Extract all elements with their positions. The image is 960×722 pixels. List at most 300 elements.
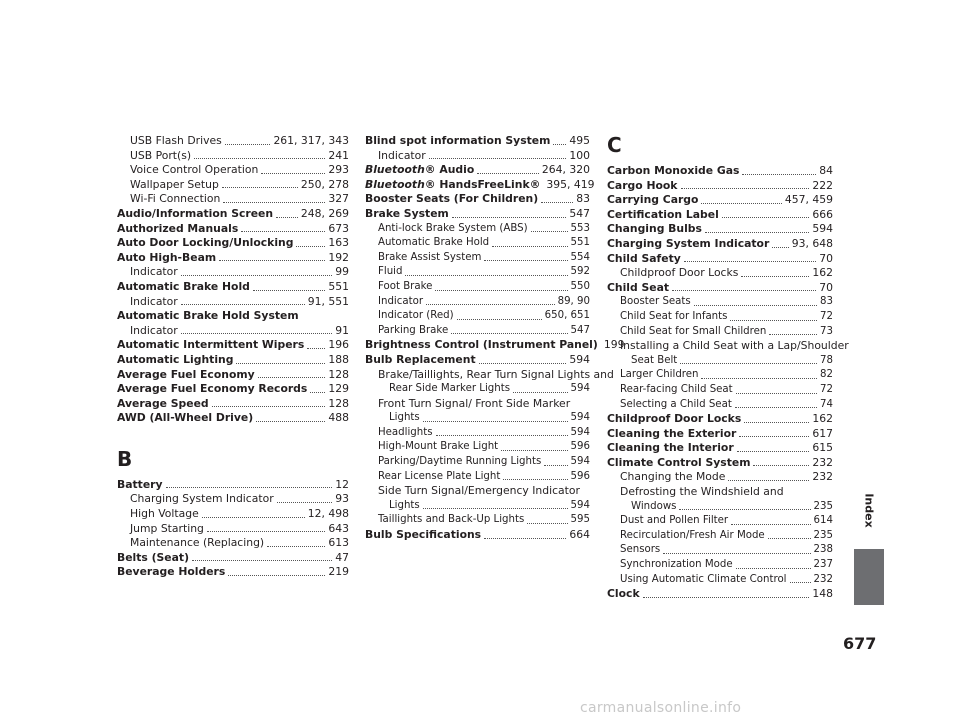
page-reference[interactable]: 596 bbox=[570, 441, 590, 453]
dot-leader bbox=[256, 420, 325, 422]
entry-label: Child Seat for Small Children bbox=[620, 325, 767, 337]
index-subentry[interactable] bbox=[365, 324, 590, 339]
index-entry[interactable] bbox=[365, 177, 595, 193]
page-reference[interactable]: 91, 551 bbox=[307, 294, 349, 308]
entry-label: Blind spot information System bbox=[365, 134, 551, 147]
entry-label: Voice Control Operation bbox=[130, 163, 259, 177]
index-entry[interactable] bbox=[117, 222, 349, 237]
page-reference[interactable]: 72 bbox=[820, 310, 833, 322]
entry-label: Brake Assist System bbox=[378, 251, 482, 263]
page-reference[interactable]: 162 bbox=[812, 412, 833, 426]
page-reference[interactable]: 82 bbox=[820, 369, 833, 381]
dot-leader bbox=[267, 545, 325, 547]
entry-label: Rear Side Marker Lights bbox=[389, 383, 511, 395]
page-reference[interactable]: 666 bbox=[812, 207, 833, 221]
index-subentry[interactable] bbox=[117, 265, 349, 280]
index-entry[interactable] bbox=[607, 164, 833, 179]
dot-leader bbox=[694, 304, 817, 306]
index-subentry[interactable] bbox=[365, 367, 614, 383]
dot-leader bbox=[731, 523, 810, 525]
entry-label: Audio/Information Screen bbox=[117, 206, 274, 220]
index-subentry[interactable] bbox=[117, 324, 349, 339]
page-reference[interactable]: 222 bbox=[812, 178, 833, 192]
page-reference[interactable]: 550 bbox=[570, 280, 590, 292]
page-reference[interactable]: 495 bbox=[569, 134, 590, 147]
page-reference[interactable]: 232 bbox=[812, 470, 833, 484]
dot-leader bbox=[423, 420, 568, 422]
entry-label: Child Seat bbox=[607, 280, 670, 294]
page-reference[interactable]: 188 bbox=[328, 352, 349, 366]
entry-label: Indicator bbox=[130, 265, 178, 279]
index-entry[interactable] bbox=[117, 382, 349, 397]
entry-label: Selecting a Child Seat bbox=[620, 398, 732, 410]
entry-label: Maintenance (Replacing) bbox=[130, 536, 265, 550]
index-subentry[interactable] bbox=[365, 309, 590, 324]
page-reference[interactable]: 99 bbox=[335, 265, 349, 279]
index-subentry[interactable] bbox=[365, 265, 590, 280]
page-reference[interactable]: 93, 648 bbox=[791, 236, 833, 250]
page-reference[interactable]: 12 bbox=[335, 477, 349, 491]
page-reference[interactable]: 457, 459 bbox=[784, 193, 833, 207]
dot-leader bbox=[744, 421, 809, 423]
page-reference[interactable]: 614 bbox=[813, 515, 833, 527]
dot-leader bbox=[258, 376, 326, 378]
entry-label: Lights bbox=[389, 499, 420, 511]
page-reference[interactable]: 12, 498 bbox=[307, 507, 349, 521]
entry-label: Side Turn Signal/Emergency Indicator bbox=[378, 484, 580, 498]
page-reference[interactable]: 596 bbox=[570, 470, 590, 482]
index-subentry[interactable] bbox=[365, 149, 590, 164]
index-subentry[interactable] bbox=[365, 470, 590, 485]
page-reference[interactable]: 162 bbox=[812, 266, 833, 280]
index-subentry[interactable] bbox=[365, 484, 590, 499]
dot-leader bbox=[484, 259, 567, 261]
page-reference[interactable]: 293 bbox=[328, 163, 349, 177]
page-reference[interactable]: 395, 419 bbox=[546, 177, 595, 191]
dot-leader bbox=[192, 559, 332, 561]
entry-label: Parking/Daytime Running Lights bbox=[378, 456, 542, 468]
index-subentry[interactable] bbox=[365, 295, 590, 310]
dot-leader bbox=[492, 245, 567, 247]
index-entry[interactable] bbox=[117, 368, 349, 383]
index-subentry[interactable] bbox=[607, 543, 833, 558]
index-column-2 bbox=[365, 134, 625, 543]
entry-label-suffix: ® Audio bbox=[424, 163, 475, 177]
index-subentry[interactable] bbox=[117, 507, 349, 522]
index-entry[interactable] bbox=[365, 134, 590, 149]
index-subentry[interactable] bbox=[365, 455, 590, 470]
index-subentry[interactable] bbox=[365, 236, 590, 251]
page-reference[interactable]: 93 bbox=[335, 492, 349, 506]
index-entry[interactable] bbox=[607, 427, 833, 442]
entry-label: AWD (All-Wheel Drive) bbox=[117, 411, 254, 425]
index-entry[interactable] bbox=[365, 207, 590, 222]
dot-leader bbox=[253, 289, 326, 291]
entry-label: Wallpaper Setup bbox=[130, 177, 219, 191]
index-entry[interactable] bbox=[365, 353, 590, 368]
index-entry[interactable] bbox=[117, 338, 349, 353]
dot-leader bbox=[768, 537, 811, 539]
dot-leader bbox=[436, 434, 568, 436]
entry-label: Automatic Brake Hold bbox=[117, 279, 250, 293]
dot-leader bbox=[219, 259, 325, 261]
entry-label: Charging System Indicator bbox=[607, 236, 770, 250]
entry-label: Automatic Intermittent Wipers bbox=[117, 338, 305, 352]
page-reference[interactable]: 235 bbox=[813, 500, 833, 512]
page-reference[interactable]: 594 bbox=[570, 412, 590, 424]
index-entry[interactable] bbox=[607, 281, 833, 296]
index-entry[interactable] bbox=[607, 252, 833, 267]
index-subentry[interactable] bbox=[607, 485, 833, 500]
index-subentry[interactable] bbox=[117, 295, 349, 310]
entry-label: Bulb Specifications bbox=[365, 528, 482, 542]
page-reference[interactable]: 250, 278 bbox=[300, 177, 349, 191]
entry-label: Climate Control System bbox=[607, 455, 751, 469]
entry-label: Clock bbox=[607, 587, 640, 601]
entry-label: Foot Brake bbox=[378, 280, 433, 292]
page-reference[interactable]: 547 bbox=[570, 324, 590, 336]
dot-leader bbox=[223, 201, 325, 203]
entry-label: Battery bbox=[117, 477, 163, 491]
entry-label: Rear License Plate Light bbox=[378, 470, 501, 482]
index-subentry[interactable] bbox=[365, 382, 590, 397]
page-reference[interactable]: 264, 320 bbox=[541, 163, 590, 177]
page-reference[interactable]: 232 bbox=[813, 573, 833, 585]
entry-label: Fluid bbox=[378, 266, 403, 278]
page-reference[interactable]: 643 bbox=[328, 521, 349, 535]
entry-label: High Voltage bbox=[130, 507, 199, 521]
entry-label: Childproof Door Locks bbox=[607, 412, 742, 426]
page-reference[interactable]: 613 bbox=[328, 536, 349, 550]
entry-label: Automatic Lighting bbox=[117, 352, 234, 366]
index-entry[interactable] bbox=[117, 411, 349, 426]
entry-label: Brake/Taillights, Rear Turn Signal Lights and bbox=[378, 367, 614, 381]
section-letter: B bbox=[117, 446, 133, 471]
index-subentry[interactable] bbox=[607, 325, 833, 340]
index-subentry[interactable] bbox=[607, 310, 833, 325]
page-reference[interactable]: 594 bbox=[812, 222, 833, 236]
page-reference[interactable]: 70 bbox=[819, 280, 833, 294]
page-reference[interactable]: 78 bbox=[820, 354, 833, 366]
index-subentry[interactable] bbox=[607, 295, 833, 310]
watermark: carmanualsonline.info bbox=[580, 700, 742, 716]
dot-leader bbox=[735, 406, 817, 408]
index-entry[interactable] bbox=[365, 192, 590, 207]
index-subentry[interactable] bbox=[607, 383, 833, 398]
index-subentry[interactable] bbox=[607, 514, 833, 529]
dot-leader bbox=[730, 319, 817, 321]
page-reference[interactable]: 89, 90 bbox=[557, 295, 590, 307]
page-reference[interactable]: 594 bbox=[570, 383, 590, 395]
dot-leader bbox=[513, 391, 568, 393]
index-entry[interactable] bbox=[365, 163, 590, 178]
page-reference[interactable]: 248, 269 bbox=[300, 206, 349, 220]
entry-label: Rear-facing Child Seat bbox=[620, 383, 733, 395]
index-entry[interactable] bbox=[607, 587, 833, 602]
entry-label: Dust and Pollen Filter bbox=[620, 515, 729, 527]
entry-label: Average Fuel Economy bbox=[117, 367, 255, 381]
entry-label: Automatic Brake Hold System bbox=[117, 309, 299, 323]
page-reference[interactable]: 196 bbox=[328, 338, 349, 352]
page-reference[interactable]: 594 bbox=[570, 456, 590, 468]
entry-label-suffix: ® HandsFreeLink® bbox=[424, 177, 541, 191]
index-subentry[interactable] bbox=[365, 222, 590, 237]
index-subentry[interactable] bbox=[117, 536, 349, 551]
entry-label: USB Port(s) bbox=[130, 148, 192, 162]
dot-leader bbox=[701, 202, 781, 204]
index-subentry[interactable] bbox=[607, 354, 833, 369]
page-reference[interactable]: 129 bbox=[328, 382, 349, 396]
page-reference[interactable]: 235 bbox=[813, 529, 833, 541]
entry-label: Charging System Indicator bbox=[130, 492, 274, 506]
page-reference[interactable]: 73 bbox=[820, 325, 833, 337]
entry-label-italic: Bluetooth bbox=[365, 177, 425, 191]
dot-leader bbox=[181, 274, 333, 276]
index-subentry[interactable] bbox=[607, 558, 833, 573]
dot-leader bbox=[307, 347, 325, 349]
entry-label: Auto High-Beam bbox=[117, 250, 217, 264]
dot-leader bbox=[202, 516, 305, 518]
entry-label: Anti-lock Brake System (ABS) bbox=[378, 222, 528, 234]
index-entry[interactable] bbox=[117, 236, 349, 251]
dot-leader bbox=[276, 216, 298, 218]
index-entry[interactable] bbox=[117, 251, 349, 266]
page-reference[interactable]: 650, 651 bbox=[544, 310, 590, 322]
index-subentry[interactable] bbox=[607, 398, 833, 413]
dot-leader bbox=[477, 172, 539, 174]
entry-label: Beverage Holders bbox=[117, 565, 226, 579]
index-subentry[interactable] bbox=[365, 426, 590, 441]
index-entry[interactable] bbox=[607, 441, 833, 456]
dot-leader bbox=[742, 173, 816, 175]
index-subentry[interactable] bbox=[117, 163, 349, 178]
dot-leader bbox=[426, 303, 555, 305]
entry-label: Jump Starting bbox=[130, 521, 204, 535]
index-subentry[interactable] bbox=[607, 529, 833, 544]
entry-label: Recirculation/Fresh Air Mode bbox=[620, 529, 765, 541]
index-subentry[interactable] bbox=[117, 149, 349, 164]
index-subentry[interactable] bbox=[117, 492, 349, 507]
dot-leader bbox=[553, 143, 566, 145]
dot-leader bbox=[503, 478, 567, 480]
page-reference[interactable]: 83 bbox=[576, 192, 590, 206]
page-reference[interactable]: 232 bbox=[812, 455, 833, 469]
page-reference[interactable]: 488 bbox=[328, 411, 349, 425]
entry-label: Windows bbox=[631, 500, 677, 512]
index-subentry[interactable] bbox=[365, 440, 590, 455]
page-reference[interactable]: 238 bbox=[813, 544, 833, 556]
index-entry[interactable] bbox=[607, 456, 833, 471]
dot-leader bbox=[296, 245, 325, 247]
page-reference[interactable]: 594 bbox=[570, 426, 590, 438]
dot-leader bbox=[684, 260, 816, 262]
dot-leader bbox=[236, 362, 325, 364]
index-subentry[interactable] bbox=[117, 192, 349, 207]
dot-leader bbox=[541, 201, 573, 203]
page-reference[interactable]: 551 bbox=[570, 237, 590, 249]
entry-label: Cleaning the Interior bbox=[607, 441, 734, 455]
index-entry[interactable] bbox=[607, 208, 833, 223]
dot-leader bbox=[228, 574, 325, 576]
entry-label: Authorized Manuals bbox=[117, 221, 239, 235]
entry-label: Booster Seats (For Children) bbox=[365, 192, 539, 206]
dot-leader bbox=[457, 318, 542, 320]
dot-leader bbox=[501, 449, 567, 451]
page-reference[interactable]: 673 bbox=[328, 221, 349, 235]
entry-label: Parking Brake bbox=[378, 324, 449, 336]
entry-label: Wi-Fi Connection bbox=[130, 192, 221, 206]
index-subentry[interactable] bbox=[365, 513, 590, 528]
entry-label: Headlights bbox=[378, 426, 433, 438]
dot-leader bbox=[435, 289, 567, 291]
index-subentry[interactable] bbox=[607, 339, 849, 354]
index-subentry[interactable] bbox=[365, 499, 590, 514]
entry-label: Taillights and Back-Up Lights bbox=[378, 514, 525, 526]
index-subentry[interactable] bbox=[607, 500, 833, 515]
index-subentry[interactable] bbox=[607, 368, 833, 383]
dot-leader bbox=[701, 377, 817, 379]
page-reference[interactable]: 554 bbox=[570, 251, 590, 263]
dot-leader bbox=[429, 157, 567, 159]
entry-label: Carbon Monoxide Gas bbox=[607, 164, 740, 177]
page-reference[interactable]: 551 bbox=[328, 279, 349, 293]
dot-leader bbox=[277, 501, 333, 503]
page-reference[interactable]: 91 bbox=[335, 323, 349, 337]
page-reference[interactable]: 128 bbox=[328, 396, 349, 410]
index-entry[interactable] bbox=[607, 222, 833, 237]
index-subentry[interactable] bbox=[365, 397, 590, 412]
index-entry[interactable] bbox=[365, 528, 590, 543]
dot-leader bbox=[212, 405, 326, 407]
entry-label: Using Automatic Climate Control bbox=[620, 573, 787, 585]
entry-label: Lights bbox=[389, 412, 420, 424]
entry-label-italic: Bluetooth bbox=[365, 163, 425, 177]
side-tab[interactable] bbox=[854, 549, 884, 605]
dot-leader bbox=[705, 231, 809, 233]
index-subentry[interactable] bbox=[117, 178, 349, 193]
page-number: 677 bbox=[843, 634, 877, 653]
index-subentry[interactable] bbox=[117, 522, 349, 537]
dot-leader bbox=[643, 596, 810, 598]
page-reference[interactable]: 615 bbox=[812, 441, 833, 455]
dot-leader bbox=[261, 172, 325, 174]
entry-label: Changing the Mode bbox=[620, 470, 726, 484]
index-entry[interactable] bbox=[117, 309, 349, 324]
dot-leader bbox=[194, 157, 325, 159]
page-reference[interactable]: 47 bbox=[335, 550, 349, 564]
page-reference[interactable]: 192 bbox=[328, 250, 349, 264]
index-subentry[interactable] bbox=[117, 134, 349, 149]
dot-leader bbox=[225, 143, 271, 145]
index-entry[interactable] bbox=[607, 412, 833, 427]
entry-label: Front Turn Signal/ Front Side Marker bbox=[378, 396, 571, 410]
index-entry[interactable] bbox=[607, 179, 833, 194]
index-entry[interactable] bbox=[117, 280, 349, 295]
page-reference[interactable]: 72 bbox=[820, 383, 833, 395]
page-reference[interactable]: 219 bbox=[328, 565, 349, 579]
index-entry[interactable] bbox=[117, 478, 349, 493]
index-subentry[interactable] bbox=[607, 266, 833, 281]
dot-leader bbox=[166, 486, 333, 488]
dot-leader bbox=[739, 435, 809, 437]
entry-label: Changing Bulbs bbox=[607, 222, 702, 236]
section-letter: C bbox=[607, 133, 622, 157]
page-reference[interactable]: 100 bbox=[569, 148, 590, 162]
dot-leader bbox=[222, 186, 298, 188]
index-entry[interactable] bbox=[607, 237, 833, 252]
page-reference[interactable]: 595 bbox=[570, 514, 590, 526]
entry-label: Seat Belt bbox=[631, 354, 678, 366]
dot-leader bbox=[722, 216, 810, 218]
dot-leader bbox=[207, 530, 325, 532]
entry-label: Sensors bbox=[620, 544, 661, 556]
page-reference[interactable]: 553 bbox=[570, 222, 590, 234]
index-subentry[interactable] bbox=[365, 280, 590, 295]
page-reference[interactable]: 74 bbox=[820, 398, 833, 410]
index-entry[interactable] bbox=[607, 193, 833, 208]
index-entry[interactable] bbox=[117, 565, 349, 580]
entry-label: Indicator bbox=[130, 323, 178, 337]
page-reference[interactable]: 594 bbox=[570, 499, 590, 511]
index-subentry[interactable] bbox=[607, 470, 833, 485]
entry-label: Cargo Hook bbox=[607, 178, 678, 192]
page-reference[interactable]: 594 bbox=[569, 352, 590, 366]
index-entry[interactable] bbox=[117, 353, 349, 368]
dot-leader bbox=[736, 392, 817, 394]
page-reference[interactable]: 128 bbox=[328, 367, 349, 381]
page-reference[interactable]: 261, 317, 343 bbox=[273, 134, 349, 147]
page-reference[interactable]: 199 bbox=[603, 338, 625, 352]
page-reference[interactable]: 163 bbox=[328, 236, 349, 250]
entry-label: Child Safety bbox=[607, 251, 681, 265]
entry-label: Childproof Door Locks bbox=[620, 266, 739, 280]
page-reference[interactable]: 617 bbox=[812, 426, 833, 440]
dot-leader bbox=[451, 332, 567, 334]
page-reference[interactable]: 547 bbox=[569, 206, 590, 220]
entry-label: Automatic Brake Hold bbox=[378, 237, 490, 249]
index-entry[interactable] bbox=[117, 551, 349, 566]
dot-leader bbox=[484, 537, 566, 539]
index-entry[interactable] bbox=[117, 397, 349, 412]
dot-leader bbox=[663, 552, 810, 554]
index-entry[interactable] bbox=[365, 338, 625, 353]
entry-label: High-Mount Brake Light bbox=[378, 441, 499, 453]
page-reference[interactable]: 592 bbox=[570, 266, 590, 278]
dot-leader bbox=[479, 362, 567, 364]
dot-leader bbox=[544, 464, 567, 466]
page-reference[interactable]: 148 bbox=[812, 587, 833, 601]
page-reference[interactable]: 237 bbox=[813, 559, 833, 571]
entry-label: Auto Door Locking/Unlocking bbox=[117, 236, 294, 250]
dot-leader bbox=[681, 187, 810, 189]
entry-label: Certification Label bbox=[607, 207, 719, 221]
entry-label: Carrying Cargo bbox=[607, 193, 699, 207]
entry-label: Synchronization Mode bbox=[620, 559, 733, 571]
entry-label: Booster Seats bbox=[620, 296, 691, 308]
index-subentry[interactable] bbox=[365, 251, 590, 266]
index-entry[interactable] bbox=[117, 207, 349, 222]
index-subentry[interactable] bbox=[365, 411, 590, 426]
page-reference[interactable]: 70 bbox=[819, 251, 833, 265]
dot-leader bbox=[737, 450, 810, 452]
index-subentry[interactable] bbox=[607, 573, 833, 588]
entry-label: Indicator bbox=[378, 295, 424, 307]
page-reference[interactable]: 83 bbox=[820, 296, 833, 308]
page-reference[interactable]: 84 bbox=[819, 164, 833, 177]
page-reference[interactable]: 241 bbox=[328, 148, 349, 162]
page-reference[interactable]: 327 bbox=[328, 192, 349, 206]
page-reference[interactable]: 664 bbox=[569, 528, 590, 542]
